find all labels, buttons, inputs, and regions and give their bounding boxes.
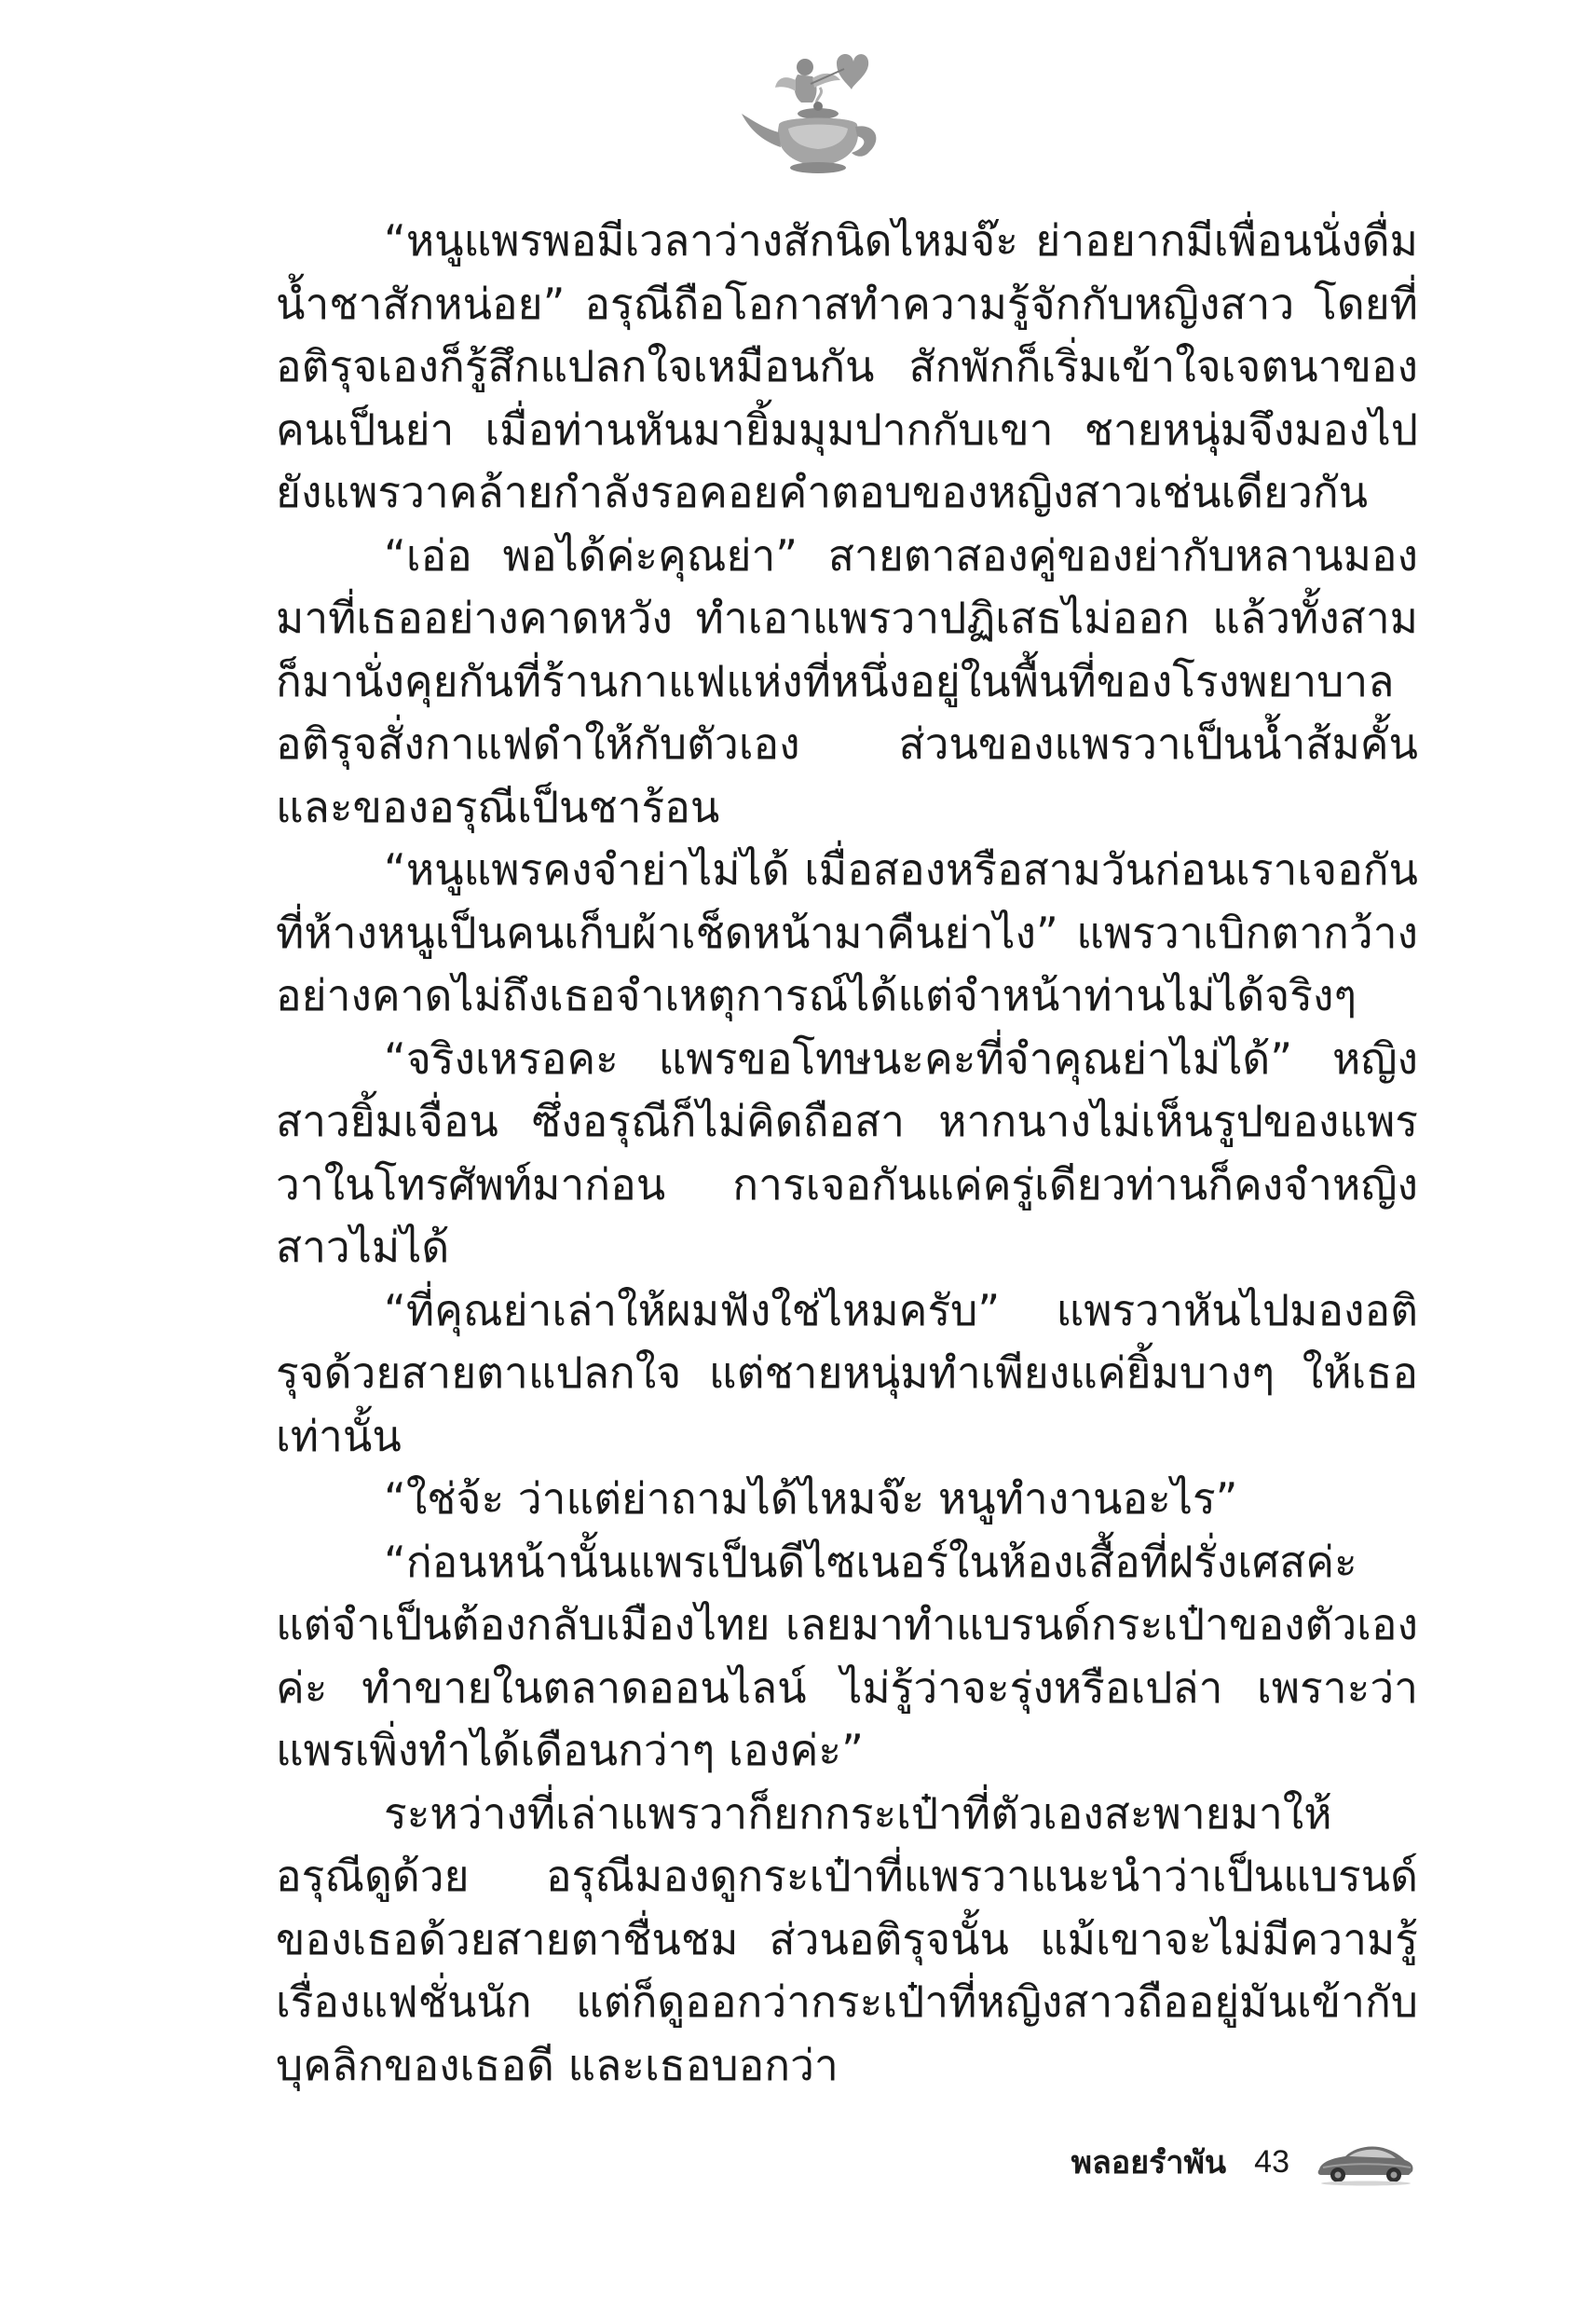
story-text — [276, 210, 1418, 2097]
paragraph-4: “จริงเหรอคะ แพรขอโทษนะคะที่จำคุณย่าไม่ได้” หญิงสาวยิ้มเจื่อน ซึ่งอรุณีก็ไม่คิดถือสา หากนางไม่เห็นรูปของแพรวาในโทรศัพท์มาก่อน การเจอกันแค่ครู่เดียวท่านก็คงจำหญิงสาวไม่ได้ — [276, 1032, 1418, 1272]
page-number: 43 — [1254, 2143, 1289, 2180]
book-title: พลอยรำพัน — [1071, 2144, 1227, 2181]
paragraph-2: “เอ่อ พอได้ค่ะคุณย่า” สายตาสองคู่ของย่ากับหลานมองมาที่เธออย่างคาดหวัง ทำเอาแพรวาปฏิเสธไม่ออก แล้วทั้งสามก็มานั่งคุยกันที่ร้านกาแฟแห่งที่หนึ่งอยู่ในพื้นที่ของโรงพยาบาล อติรุจสั่งกาแฟดำให้กับตัวเอง ส่วนของแพรวาเป็นน้ำส้มคั้น และของอรุณีเป็นชาร้อน — [276, 529, 1418, 832]
paragraph-1: “หนูแพรพอมีเวลาว่างสักนิดไหมจ๊ะ ย่าอยากมีเพื่อนนั่งดื่มน้ำชาสักหน่อย” อรุณีถือโอกาสทำความรู้จักกับหญิงสาว โดยที่อติรุจเองก็รู้สึกแปลกใจเหมือนกัน สักพักก็เริ่มเข้าใจเจตนาของคนเป็นย่า เมื่อท่านหันมายิ้มมุมปากกับเขา ชายหนุ่มจึงมองไปยังแพรวาคล้ายกำลังรอคอยคำตอบของหญิงสาวเช่นเดียวกัน — [276, 215, 1418, 517]
paragraph-3: “หนูแพรคงจำย่าไม่ได้ เมื่อสองหรือสามวันก่อนเราเจอกันที่ห้างหนูเป็นคนเก็บผ้าเช็ดหน้ามาคืนย่าไง” แพรวาเบิกตากว้างอย่างคาดไม่ถึงเธอจำเหตุการณ์ได้แต่จำหน้าท่านไม่ได้จริงๆ — [276, 844, 1418, 1020]
paragraph-7: “ก่อนหน้านั้นแพรเป็นดีไซเนอร์ในห้องเสื้อที่ฝรั่งเศสค่ะ แต่จำเป็นต้องกลับเมืองไทย เลยมาทำแบรนด์กระเป๋าของตัวเองค่ะ ทำขายในตลาดออนไลน์ ไม่รู้ว่าจะรุ่งหรือเปล่า เพราะว่าแพรเพิ่งทำได้เดือนกว่าๆ เองค่ะ” — [276, 1536, 1418, 1775]
paragraph-5: “ที่คุณย่าเล่าให้ผมฟังใช่ไหมครับ” แพรวาหันไปมองอติรุจด้วยสายตาแปลกใจ แต่ชายหนุ่มทำเพียงแค่ยิ้มบางๆ ให้เธอเท่านั้น — [276, 1284, 1418, 1461]
sports-car-icon — [1314, 2138, 1416, 2186]
page-footer — [1025, 2134, 1416, 2190]
teapot-with-cupid-icon — [727, 47, 913, 186]
paragraph-8: ระหว่างที่เล่าแพรวาก็ยกกระเป๋าที่ตัวเองสะพายมาให้อรุณีดูด้วย อรุณีมองดูกระเป๋าที่แพรวาแนะนำว่าเป็นแบรนด์ของเธอด้วยสายตาชื่นชม ส่วนอติรุจนั้น แม้เขาจะไม่มีความรู้เรื่องแฟชั่นนัก แต่ก็ดูออกว่ากระเป๋าที่หญิงสาวถืออยู่มันเข้ากับบุคลิกของเธอดี และเธอบอกว่า — [276, 1787, 1418, 2090]
paragraph-6: “ใช่จ้ะ ว่าแต่ย่าถามได้ไหมจ๊ะ หนูทำงานอะไร” — [384, 1473, 1238, 1524]
